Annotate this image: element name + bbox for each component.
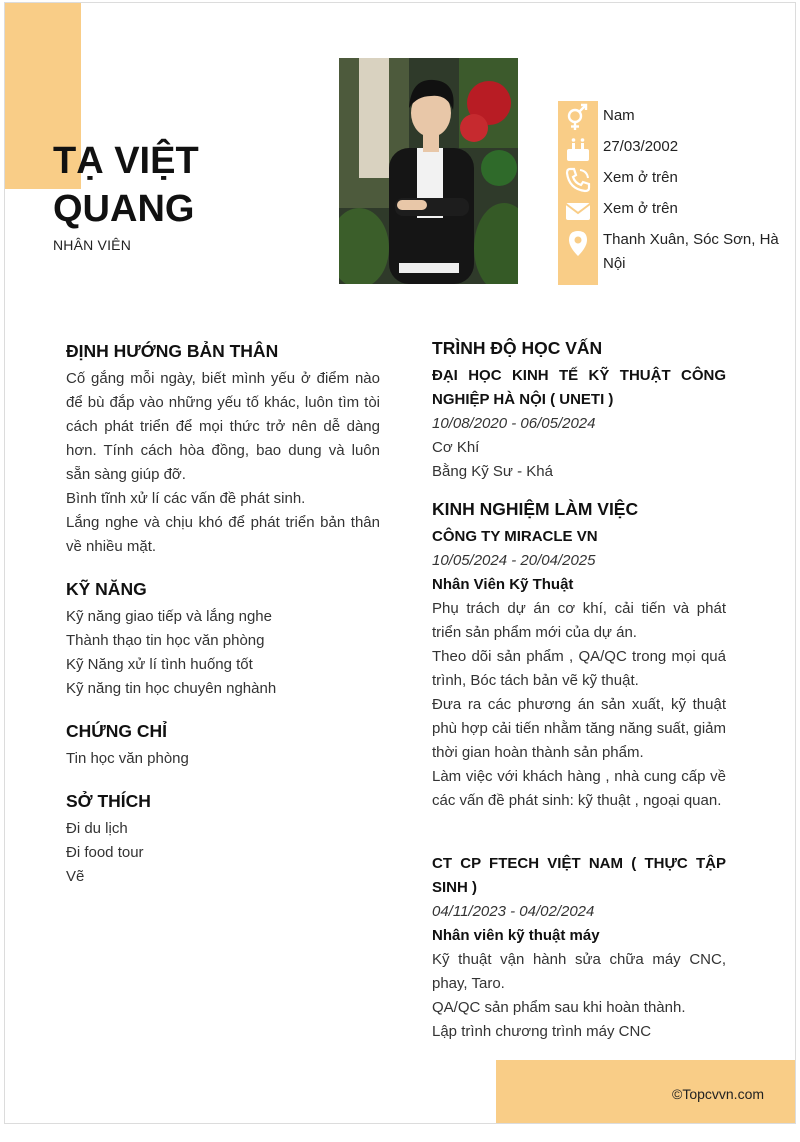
job2-description [432,948,726,1044]
contact-icon-bar [558,101,598,285]
job1-duty: Làm việc với khách hàng , nhà cung cấp về các vấn đề phát sinh: kỹ thuật , ngoại quan. [432,768,726,809]
name-line-1: TẠ VIỆT [53,140,199,182]
email-icon [563,196,593,226]
objective-paragraph-3: Lắng nghe và chịu khó để phát triển bản thân về nhiều mặt. [66,514,380,555]
job-title: NHÂN VIÊN [53,237,132,253]
education-degree: Bằng Kỹ Sư - Khá [432,463,553,480]
job1-duty: Theo dõi sản phẩm , QA/QC trong mọi quá trình, Bóc tách bản vẽ kỹ thuật. [432,648,726,689]
contact-gender: Nam [603,107,635,124]
job2-duty: Lập trình chương trình máy CNC [432,1023,652,1040]
skill-item: Kỹ năng tin học chuyên nghành [66,680,277,697]
phone-icon [563,165,593,195]
hobby-item: Đi du lịch [66,820,128,837]
job1-duty: Đưa ra các phương án sản xuất, kỹ thuật phù hợp cải tiến nhằm tăng năng suất, giảm thời gian hoàn thành sản phẩm. [432,696,726,761]
certificates-title: CHỨNG CHỈ [66,721,168,741]
experience-title: KINH NGHIỆM LÀM VIỆC [432,499,639,519]
job1-company: CÔNG TY MIRACLE VN [432,528,598,545]
job2-company: CT CP FTECH VIỆT NAM ( THỰC TẬP SINH ) [432,855,726,896]
objective-paragraph-1: Cố gắng mỗi ngày, biết mình yếu ở điểm nào để bù đắp vào những yếu tố khác, luôn tìm tòi cách phát triển để mọi thức trở nên dễ dàng hơn. Tính cách hòa đồng, bao dung và luôn sẵn sàng giúp đỡ. [66,370,380,483]
hobby-item: Đi food tour [66,844,144,861]
candidate-name [53,137,313,233]
job2-duty: Kỹ thuật vận hành sửa chữa máy CNC, phay, Taro. [432,951,726,992]
job2-dates: 04/11/2023 - 04/02/2024 [432,903,595,920]
gender-icon [563,103,593,133]
certificate-item: Tin học văn phòng [66,750,189,767]
contact-birthday: 27/03/2002 [603,138,679,155]
hobby-item: Vẽ [66,868,85,885]
cv-page [4,2,796,1124]
name-line-2: QUANG [53,188,195,230]
education-school: ĐẠI HỌC KINH TẾ KỸ THUẬT CÔNG NGHIỆP HÀ NỘI ( UNETI ) [432,367,726,408]
skill-item: Thành thạo tin học văn phòng [66,632,265,649]
job1-dates: 10/05/2024 - 20/04/2025 [432,552,596,569]
job1-position: Nhân Viên Kỹ Thuật [432,576,574,593]
job1-description [432,597,726,813]
contact-email: Xem ở trên [603,200,678,217]
skill-item: Kỹ năng giao tiếp và lắng nghe [66,608,272,625]
job2-position: Nhân viên kỹ thuật máy [432,927,600,944]
objective-title: ĐỊNH HƯỚNG BẢN THÂN [66,341,279,361]
location-pin-icon [563,228,593,258]
copyright-text: ©Topcvvn.com [672,1086,765,1102]
job2-duty: QA/QC sản phẩm sau khi hoàn thành. [432,999,686,1016]
education-dates: 10/08/2020 - 06/05/2024 [432,415,596,432]
contact-address: Thanh Xuân, Sóc Sơn, Hà Nội [603,231,779,272]
education-major: Cơ Khí [432,439,480,456]
birthday-cake-icon [563,134,593,164]
hobbies-title: SỞ THÍCH [66,791,151,811]
skill-item: Kỹ Năng xử lí tình huống tốt [66,656,253,673]
profile-photo [339,58,518,284]
education-title: TRÌNH ĐỘ HỌC VẤN [432,338,603,358]
objective-paragraph-2: Bình tĩnh xử lí các vấn đề phát sinh. [66,490,306,507]
skills-title: KỸ NĂNG [66,579,147,599]
job1-duty: Phụ trách dự án cơ khí, cải tiến và phát triển sản phẩm mới của dự án. [432,600,726,641]
contact-phone: Xem ở trên [603,169,678,186]
objective-body [66,367,380,559]
